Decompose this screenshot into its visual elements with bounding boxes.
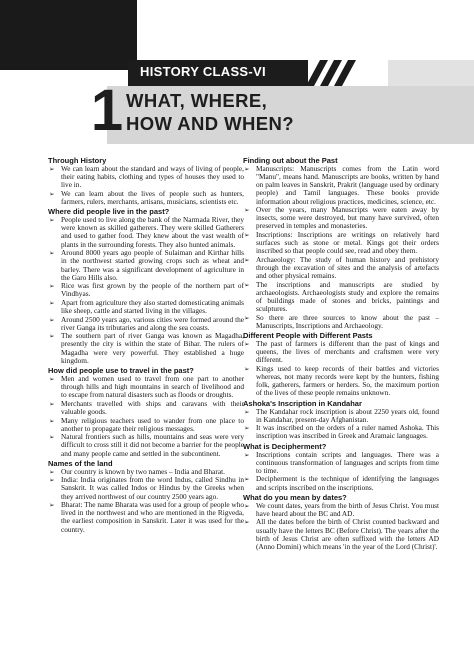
bullet-text: Apart from agriculture they also started domesticating animals like sheep, cattle and started living in the villages. — [61, 297, 244, 316]
bullet-text: Kings used to keep records of their battles and victories whereas, not many records were kept by the hunters, fishing folk, gatherers, farmers or herders. So, the maximum portion of the lives of these people remains unknown. — [256, 363, 439, 398]
bullet-text: We can learn about the lives of people such as hunters, farmers, rulers, merchants, artisans, musicians, scientists etc. — [61, 188, 244, 207]
bullet-text: The past of farmers is different than the past of kings and queens, the lives of merchants and craftsmen were very different. — [256, 339, 439, 365]
corner-block — [0, 0, 137, 70]
bullet-item — [48, 216, 244, 249]
bullet-text: Rice was first grown by the people of the northern part of Vindhyas. — [61, 281, 244, 299]
bullet-text: Inscriptions contain scripts and languages. There was a continuous transformation of languages and scripts from time to time. — [256, 449, 439, 475]
bullet-text: The inscriptions and manuscripts are studied by archaeologists. Archaeologists study and explore the remains of buildings made of stones and bricks, paintings and sculptures. — [256, 279, 439, 314]
bullet-text: Decipherment is the technique of identifying the languages and scripts inscribed on the inscriptions. — [256, 474, 439, 492]
bullet-text: The southern part of river Ganga was known as Magadha, presently the city is within the state of Bihar. The rulers of Magadha were very powerful. They established a huge kingdom. — [61, 331, 244, 365]
arrow-bullet-icon: ➢ — [244, 165, 250, 173]
arrow-bullet-icon: ➢ — [244, 255, 250, 264]
arrow-bullet-icon: ➢ — [49, 476, 55, 485]
bullet-item — [243, 518, 439, 551]
bullet-item — [243, 451, 439, 475]
bullet-text: Bharat: The name Bharata was used for a group of people who lived in the northwest and who are mentioned in the Rigveda, the earliest composition in Sanskrit. Later it was used for the country. — [61, 500, 244, 534]
bullet-text: Around 8000 years ago people of Sulaiman and Kirthar hills in the northwest started growing crops such as wheat and barley. There was a significant development of agriculture in the Garo Hills also. — [61, 248, 244, 282]
bullet-item — [243, 408, 439, 424]
chapter-title — [126, 89, 294, 135]
bullet-item — [243, 475, 439, 491]
arrow-bullet-icon: ➢ — [244, 206, 250, 215]
bullet-item — [48, 332, 244, 365]
arrow-bullet-icon: ➢ — [244, 313, 250, 322]
arrow-bullet-icon: ➢ — [244, 407, 250, 416]
arrow-bullet-icon: ➢ — [49, 467, 55, 476]
bullet-item — [243, 256, 439, 280]
bullet-text: Natural frontiers such as hills, mountains and seas were very difficult to cross still it did not become a barrier for the people and many people came and settled in the subcontinent. — [61, 432, 244, 458]
bullet-text: Manuscripts: Manuscripts comes from the Latin word "Manu", means hand. Manuscripts are books, written by hand on palm leaves in Sanskrit, Prakrit (language used by ordinary people) and Tamil languages. These books provide information about religious practices, medicines, science, etc. — [256, 164, 439, 206]
bullet-item — [48, 433, 244, 457]
arrow-bullet-icon: ➢ — [244, 518, 250, 527]
bullet-item — [48, 190, 244, 206]
bullet-item — [48, 249, 244, 282]
bullet-item — [48, 476, 244, 500]
section-heading: Finding out about the Past — [243, 156, 338, 165]
bullet-text: The Kandahar rock inscription is about 2250 years old, found in Kandahar, present-day Afghanistan. — [256, 406, 439, 424]
chapter-number: 1 — [90, 78, 124, 143]
section-heading: What is Decipherment? — [243, 441, 327, 451]
bullet-text: It was inscribed on the orders of a ruler named Ashoka. This inscription was inscribed in Greek and Aramaic languages. — [256, 423, 439, 441]
section-heading: Through History — [48, 156, 107, 165]
bullet-item — [243, 502, 439, 518]
arrow-bullet-icon: ➢ — [49, 315, 55, 324]
header-tab — [388, 60, 474, 86]
bullet-text: So there are three sources to know about the past – Manuscripts, Inscriptions and Archaeology. — [256, 312, 439, 330]
section-heading: Different People with Different Pasts — [243, 331, 373, 341]
arrow-bullet-icon: ➢ — [49, 249, 55, 258]
section-heading: Where did people live in the past? — [48, 207, 170, 217]
arrow-bullet-icon: ➢ — [244, 340, 250, 349]
bullet-item — [243, 165, 439, 206]
bullet-text: Archaeology: The study of human history and prehistory through the excavation of sites and the analysis of artefacts and other physical remains. — [256, 254, 439, 281]
arrow-bullet-icon: ➢ — [49, 433, 55, 442]
arrow-bullet-icon: ➢ — [49, 165, 55, 173]
arrow-bullet-icon: ➢ — [244, 424, 250, 433]
bullet-item — [48, 501, 244, 534]
bullet-item — [48, 282, 244, 298]
section-heading: Names of the land — [48, 458, 113, 468]
bullet-text: Our country is known by two names – India and Bharat. — [61, 466, 225, 476]
bullet-item — [48, 375, 244, 399]
left-column — [48, 155, 244, 534]
bullet-text: Many religious teachers used to wander from one place to another to propagate their religious messages. — [61, 415, 244, 433]
arrow-bullet-icon: ➢ — [49, 189, 55, 198]
bullet-text: Around 2500 years ago, various cities were formed around the river Ganga its tributaries and along the sea coasts. — [61, 314, 244, 332]
bullet-text: Merchants travelled with ships and caravans with their valuable goods. — [61, 398, 244, 416]
bullet-text: Men and women used to travel from one part to another through hills and high mountains in search of livelihood and to escape from natural disasters such as floods or droughts. — [61, 373, 244, 400]
bullet-text: Over the years, many Manuscripts were eaten away by insects, some were destroyed, but many have survived, often preserved in temples and monasteries. — [256, 205, 439, 231]
bullet-item — [48, 165, 244, 189]
bullet-text: People used to live along the bank of the Narmada River, they were known as skilled gatherers. They were skilled Gatherers and used to gather food. They knew about the vast wealth of plants in the surrounding forests. They also hunted animals. — [61, 215, 244, 249]
arrow-bullet-icon: ➢ — [244, 475, 250, 484]
chapter-title-line-2: HOW AND WHEN? — [126, 113, 294, 134]
arrow-bullet-icon: ➢ — [244, 450, 250, 459]
arrow-bullet-icon: ➢ — [244, 501, 250, 510]
bullet-text: Inscriptions: Inscriptions are writings on relatively hard surfaces such as stone or metal. Kings got their orders inscribed so that people could see, read and obey them. — [256, 230, 439, 256]
arrow-bullet-icon: ➢ — [49, 216, 55, 225]
arrow-bullet-icon: ➢ — [49, 298, 55, 307]
bullet-text: All the dates before the birth of Christ counted backward and usually have the letters BC (Before Christ). The years after the birth of Jesus Christ are often suffixed with the letters AD (Anno Domini) which means 'in the year of the Lord (Christ)'. — [256, 517, 439, 551]
arrow-bullet-icon: ➢ — [244, 364, 250, 373]
class-label: HISTORY CLASS-VI — [140, 64, 266, 79]
bullet-text: India: India originates from the word Indus, called Sindhu in Sanskrit. It was called Indos or Hindus by the Greeks when they arrived northwest of our country 2500 years ago. — [61, 475, 244, 501]
bullet-text: We can learn about the standard and ways of living of people, their eating habits, clothing and types of houses they used to live in. — [61, 164, 244, 190]
bullet-item — [243, 340, 439, 364]
bullet-text: We count dates, years from the birth of Jesus Christ. You must have heard about the BC and AD. — [256, 500, 439, 518]
section-heading: Ashoka's Inscription in Kandahar — [243, 398, 362, 408]
bullet-item — [243, 424, 439, 440]
bullet-item — [48, 299, 244, 315]
bullet-item — [48, 400, 244, 416]
bullet-item — [243, 365, 439, 398]
bullet-item — [48, 316, 244, 332]
arrow-bullet-icon: ➢ — [49, 374, 55, 383]
arrow-bullet-icon: ➢ — [244, 231, 250, 240]
stripe-decoration — [300, 60, 374, 86]
right-column — [243, 155, 439, 551]
chapter-title-line-1: WHAT, WHERE, — [126, 90, 268, 111]
bullet-item — [243, 231, 439, 255]
bullet-item — [243, 206, 439, 230]
section-heading: What do you mean by dates? — [243, 492, 347, 502]
arrow-bullet-icon: ➢ — [49, 399, 55, 408]
bullet-item — [48, 417, 244, 433]
arrow-bullet-icon: ➢ — [49, 416, 55, 425]
section-heading: How did people use to travel in the past? — [48, 365, 194, 375]
arrow-bullet-icon: ➢ — [49, 282, 55, 291]
arrow-bullet-icon: ➢ — [49, 332, 55, 341]
bullet-item — [243, 281, 439, 314]
bullet-item — [243, 314, 439, 330]
arrow-bullet-icon: ➢ — [244, 280, 250, 289]
arrow-bullet-icon: ➢ — [49, 501, 55, 510]
